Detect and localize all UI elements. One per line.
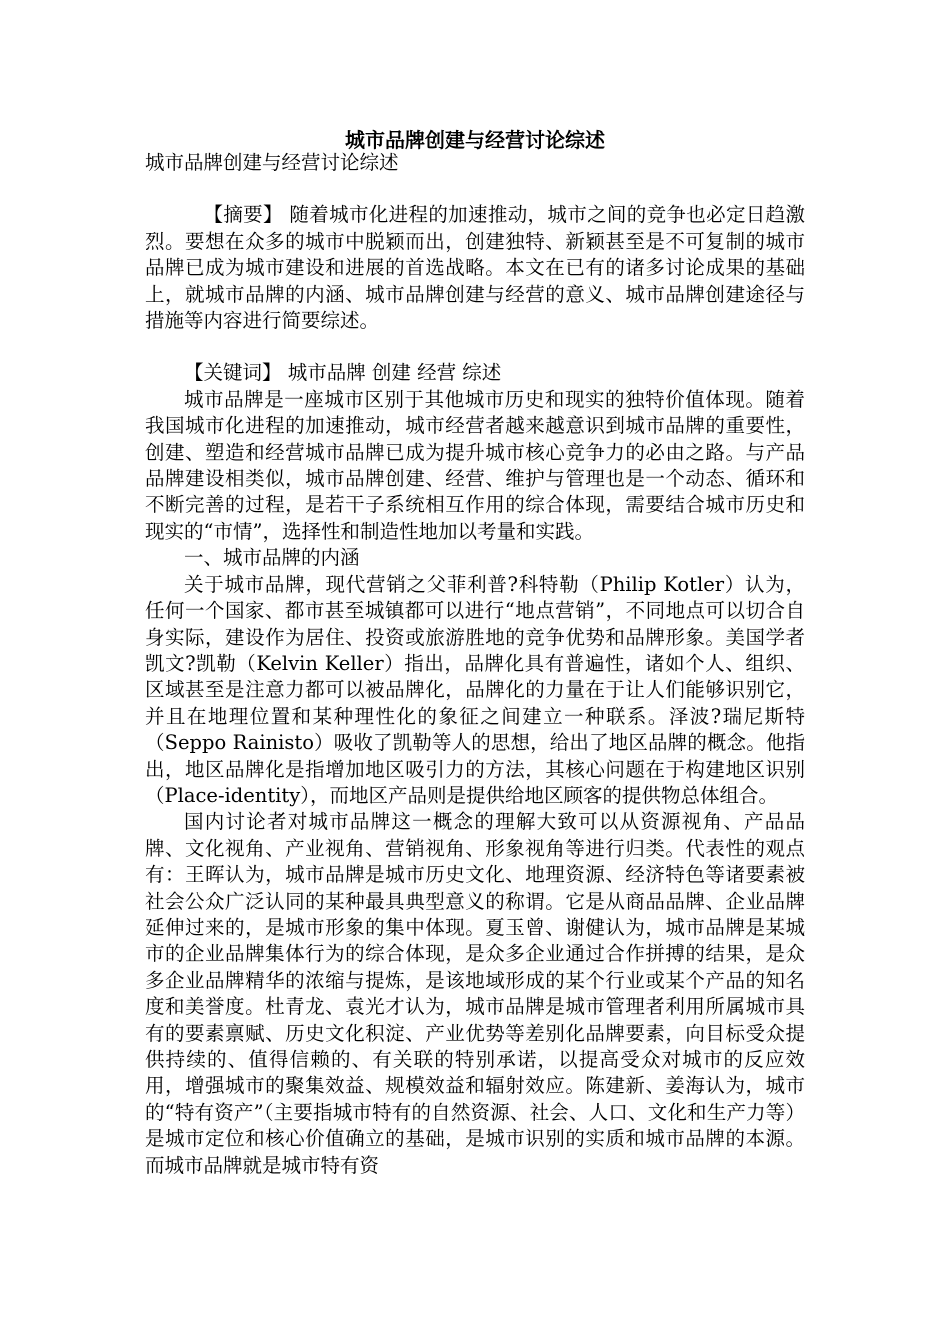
document-body [145,150,805,1179]
section-heading: 一、城市品牌的内涵 [184,546,360,570]
body-paragraph: 城市品牌是一座城市区别于其他城市历史和现实的独特价值体现。随着我国城市化进程的加速推动，城市经营者越来越意识到城市品牌的重要性，创建、塑造和经营城市品牌已成为提升城市核心竞争力的必由之路。与产品品牌建设相类似，城市品牌创建、经营、维护与管理也是一个动态、循环和不断完善的过程，是若干子系统相互作用的综合体现，需要结合城市历史和现实的“市情”，选择性和制造性地加以考量和实践。 [145,387,805,543]
document-title: 城市品牌创建与经营讨论综述 [345,128,605,152]
body-paragraph: 国内讨论者对城市品牌这一概念的理解大致可以从资源视角、产品品牌、文化视角、产业视角、营销视角、形象视角等进行归类。代表性的观点有：王晖认为，城市品牌是城市历史文化、地理资源、经济特色等诸要素被社会公众广泛认同的某种最具典型意义的称谓。它是从商品品牌、企业品牌延伸过来的，是城市形象的集中体现。夏玉曾、谢健认为，城市品牌是某城市的企业品牌集体行为的综合体现，是众多企业通过合作拼搏的结果，是众多企业品牌精华的浓缩与提炼，是该地域形成的某个行业或某个产品的知名度和美誉度。杜青龙、袁光才认为，城市品牌是城市管理者利用所属城市具有的要素禀赋、历史文化积淀、产业优势等差别化品牌要素，向目标受众提供持续的、值得信赖的、有关联的特别承诺，以提高受众对城市的反应效用，增强城市的聚集效益、规模效益和辐射效应。陈建新、姜海认为，城市的“特有资产”（主要指城市特有的自然资源、社会、人口、文化和生产力等）是城市定位和核心价值确立的基础，是城市识别的实质和城市品牌的本源。而城市品牌就是城市特有资 [145,810,805,1177]
body-paragraph: 关于城市品牌，现代营销之父菲利普?科特勒（Philip Kotler）认为，任何一个国家、都市甚至城镇都可以进行“地点营销”，不同地点可以切合自身实际，建设作为居住、投资或旅游胜地的竞争优势和品牌形象。美国学者凯文?凯勒（Kelvin Keller）指出，品牌化具有普遍性，诸如个人、组织、区域甚至是注意力都可以被品牌化，品牌化的力量在于让人们能够识别它，并且在地理位置和某种理性化的象征之间建立一种联系。泽波?瑞尼斯特（Seppo Rainisto）吸收了凯勒等人的思想，给出了地区品牌的概念。他指出，地区品牌化是指增加地区吸引力的方法，其核心问题在于构建地区识别（Place-identity），而地区产品则是提供给地区顾客的提供物总体组合。 [145,572,805,807]
keywords-line: 【关键词】 城市品牌 创建 经营 综述 [184,361,502,385]
abstract-paragraph: 【摘要】 随着城市化进程的加速推动，城市之间的竞争也必定日趋激烈。要想在众多的城市中脱颖而出，创建独特、新颖甚至是不可复制的城市品牌已成为城市建设和进展的首选战略。本文在已有的诸多讨论成果的基础上，就城市品牌的内涵、城市品牌创建与经营的意义、城市品牌创建途径与措施等内容进行简要综述。 [145,203,805,333]
document-subtitle: 城市品牌创建与经营讨论综述 [145,151,399,174]
